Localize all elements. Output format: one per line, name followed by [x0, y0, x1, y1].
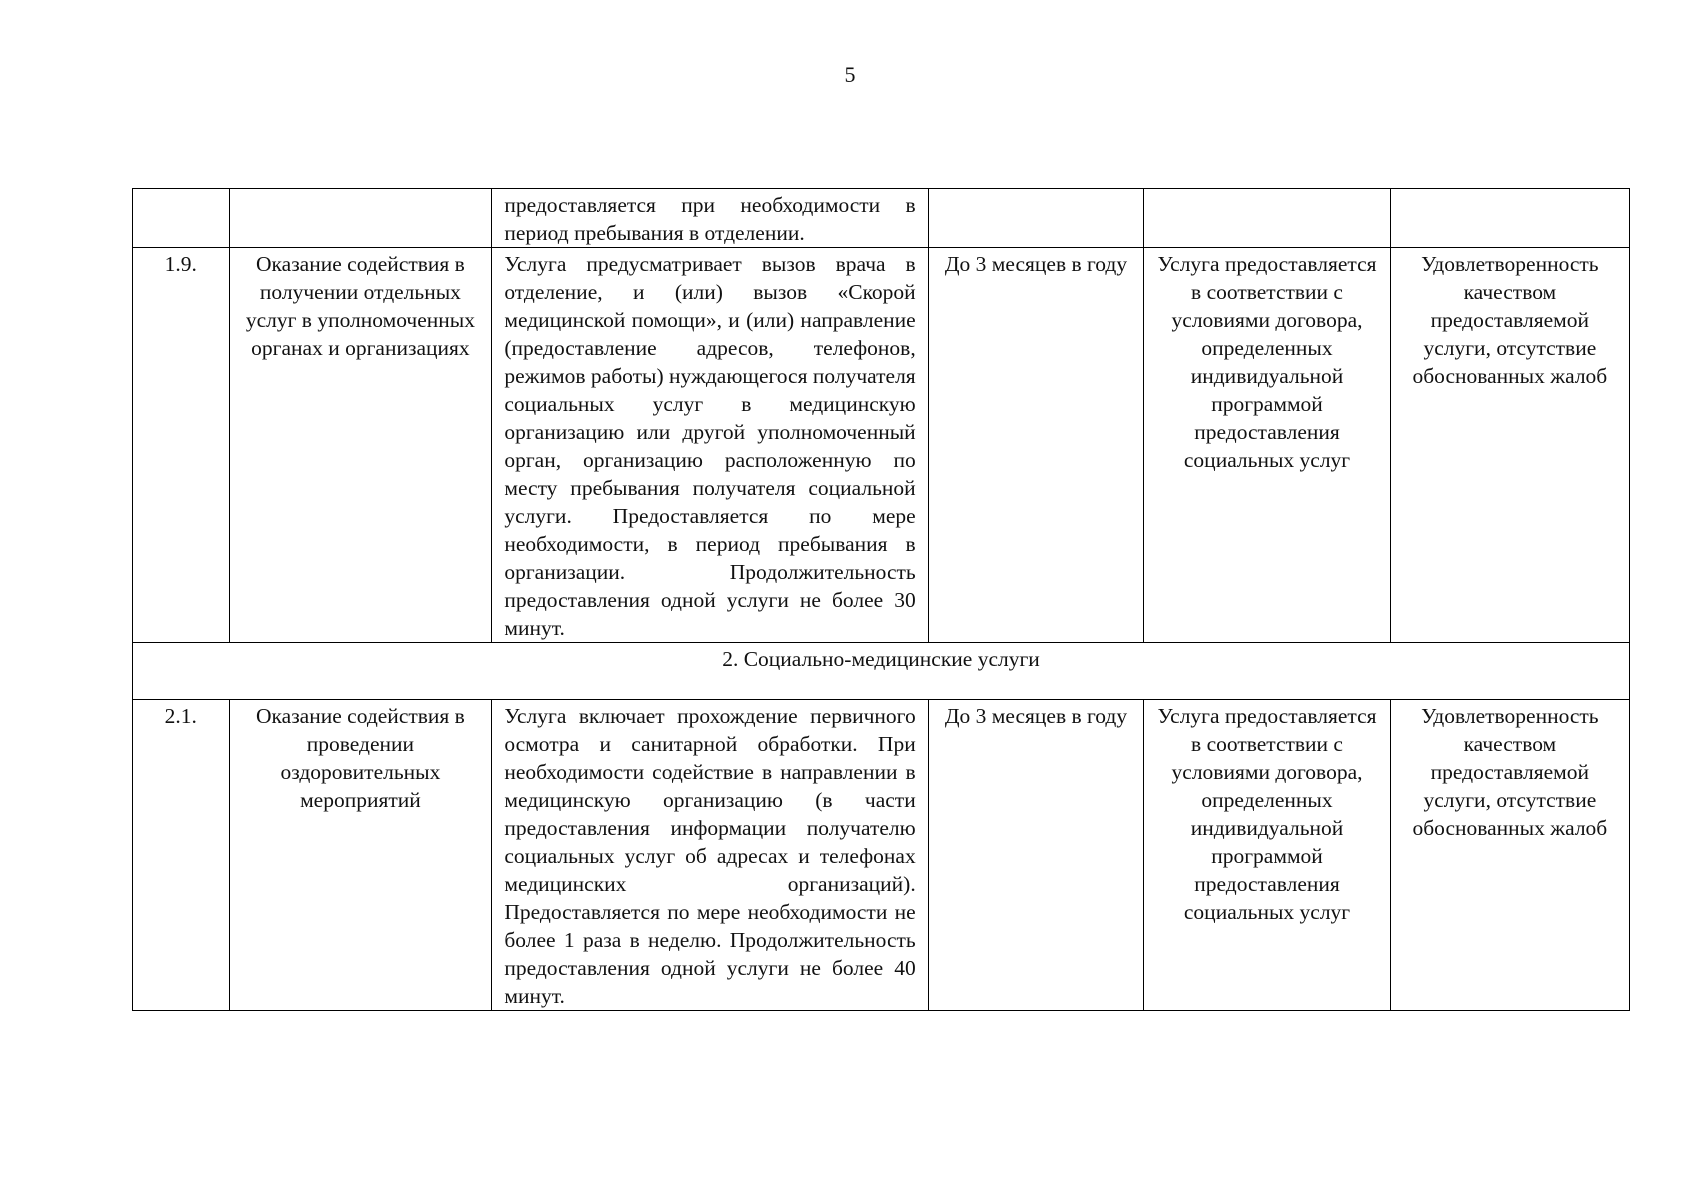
cell-name: Оказание содействия в получении отдельных услуг в уполномоченных органах и организациях — [229, 248, 492, 643]
cell-description: Услуга включает прохождение первичного осмотра и санитарной обработки. При необходимости содействие в направлении в медицинскую организацию (в части предоставления информации получателю социальных услуг об адресах и телефонах медицинских организаций). Предоставляется по мере необходимости не более 1 раза в неделю. Продолжительность предоставления одной услуги не более 40 минут. — [492, 700, 928, 1011]
cell-conditions: Услуга предоставляется в соответствии с условиями договора, определенных индивидуальной программой предоставления социальных услуг — [1144, 248, 1390, 643]
table-row — [133, 248, 1630, 643]
table-row-continuation — [133, 189, 1630, 248]
cell-num: 2.1. — [133, 700, 230, 1011]
cell-name — [229, 189, 492, 248]
cell-description: предоставляется при необходимости в период пребывания в отделении. — [492, 189, 928, 248]
cell-quality: Удовлетворенность качеством предоставляемой услуги, отсутствие обоснованных жалоб — [1390, 248, 1629, 643]
cell-term — [928, 189, 1144, 248]
section-header-row — [133, 643, 1630, 700]
table-row — [133, 700, 1630, 1011]
cell-term: До 3 месяцев в году — [928, 248, 1144, 643]
cell-quality — [1390, 189, 1629, 248]
cell-num: 1.9. — [133, 248, 230, 643]
cell-term: До 3 месяцев в году — [928, 700, 1144, 1011]
cell-name: Оказание содействия в проведении оздоровительных мероприятий — [229, 700, 492, 1011]
page-number: 5 — [844, 62, 856, 87]
services-table — [132, 188, 1630, 1011]
cell-num — [133, 189, 230, 248]
section-title: 2. Социально-медицинские услуги — [133, 643, 1630, 700]
cell-conditions — [1144, 189, 1390, 248]
cell-quality: Удовлетворенность качеством предоставляемой услуги, отсутствие обоснованных жалоб — [1390, 700, 1629, 1011]
cell-conditions: Услуга предоставляется в соответствии с условиями договора, определенных индивидуальной программой предоставления социальных услуг — [1144, 700, 1390, 1011]
cell-description: Услуга предусматривает вызов врача в отделение, и (или) вызов «Скорой медицинской помощи», и (или) направление (предоставление адресов, телефонов, режимов работы) нуждающегося получателя социальных услуг в медицинскую организацию или другой уполномоченный орган, организацию расположенную по месту пребывания получателя социальной услуги. Предоставляется по мере необходимости, в период пребывания в организации. Продолжительность предоставления одной услуги не более 30 минут. — [492, 248, 928, 643]
